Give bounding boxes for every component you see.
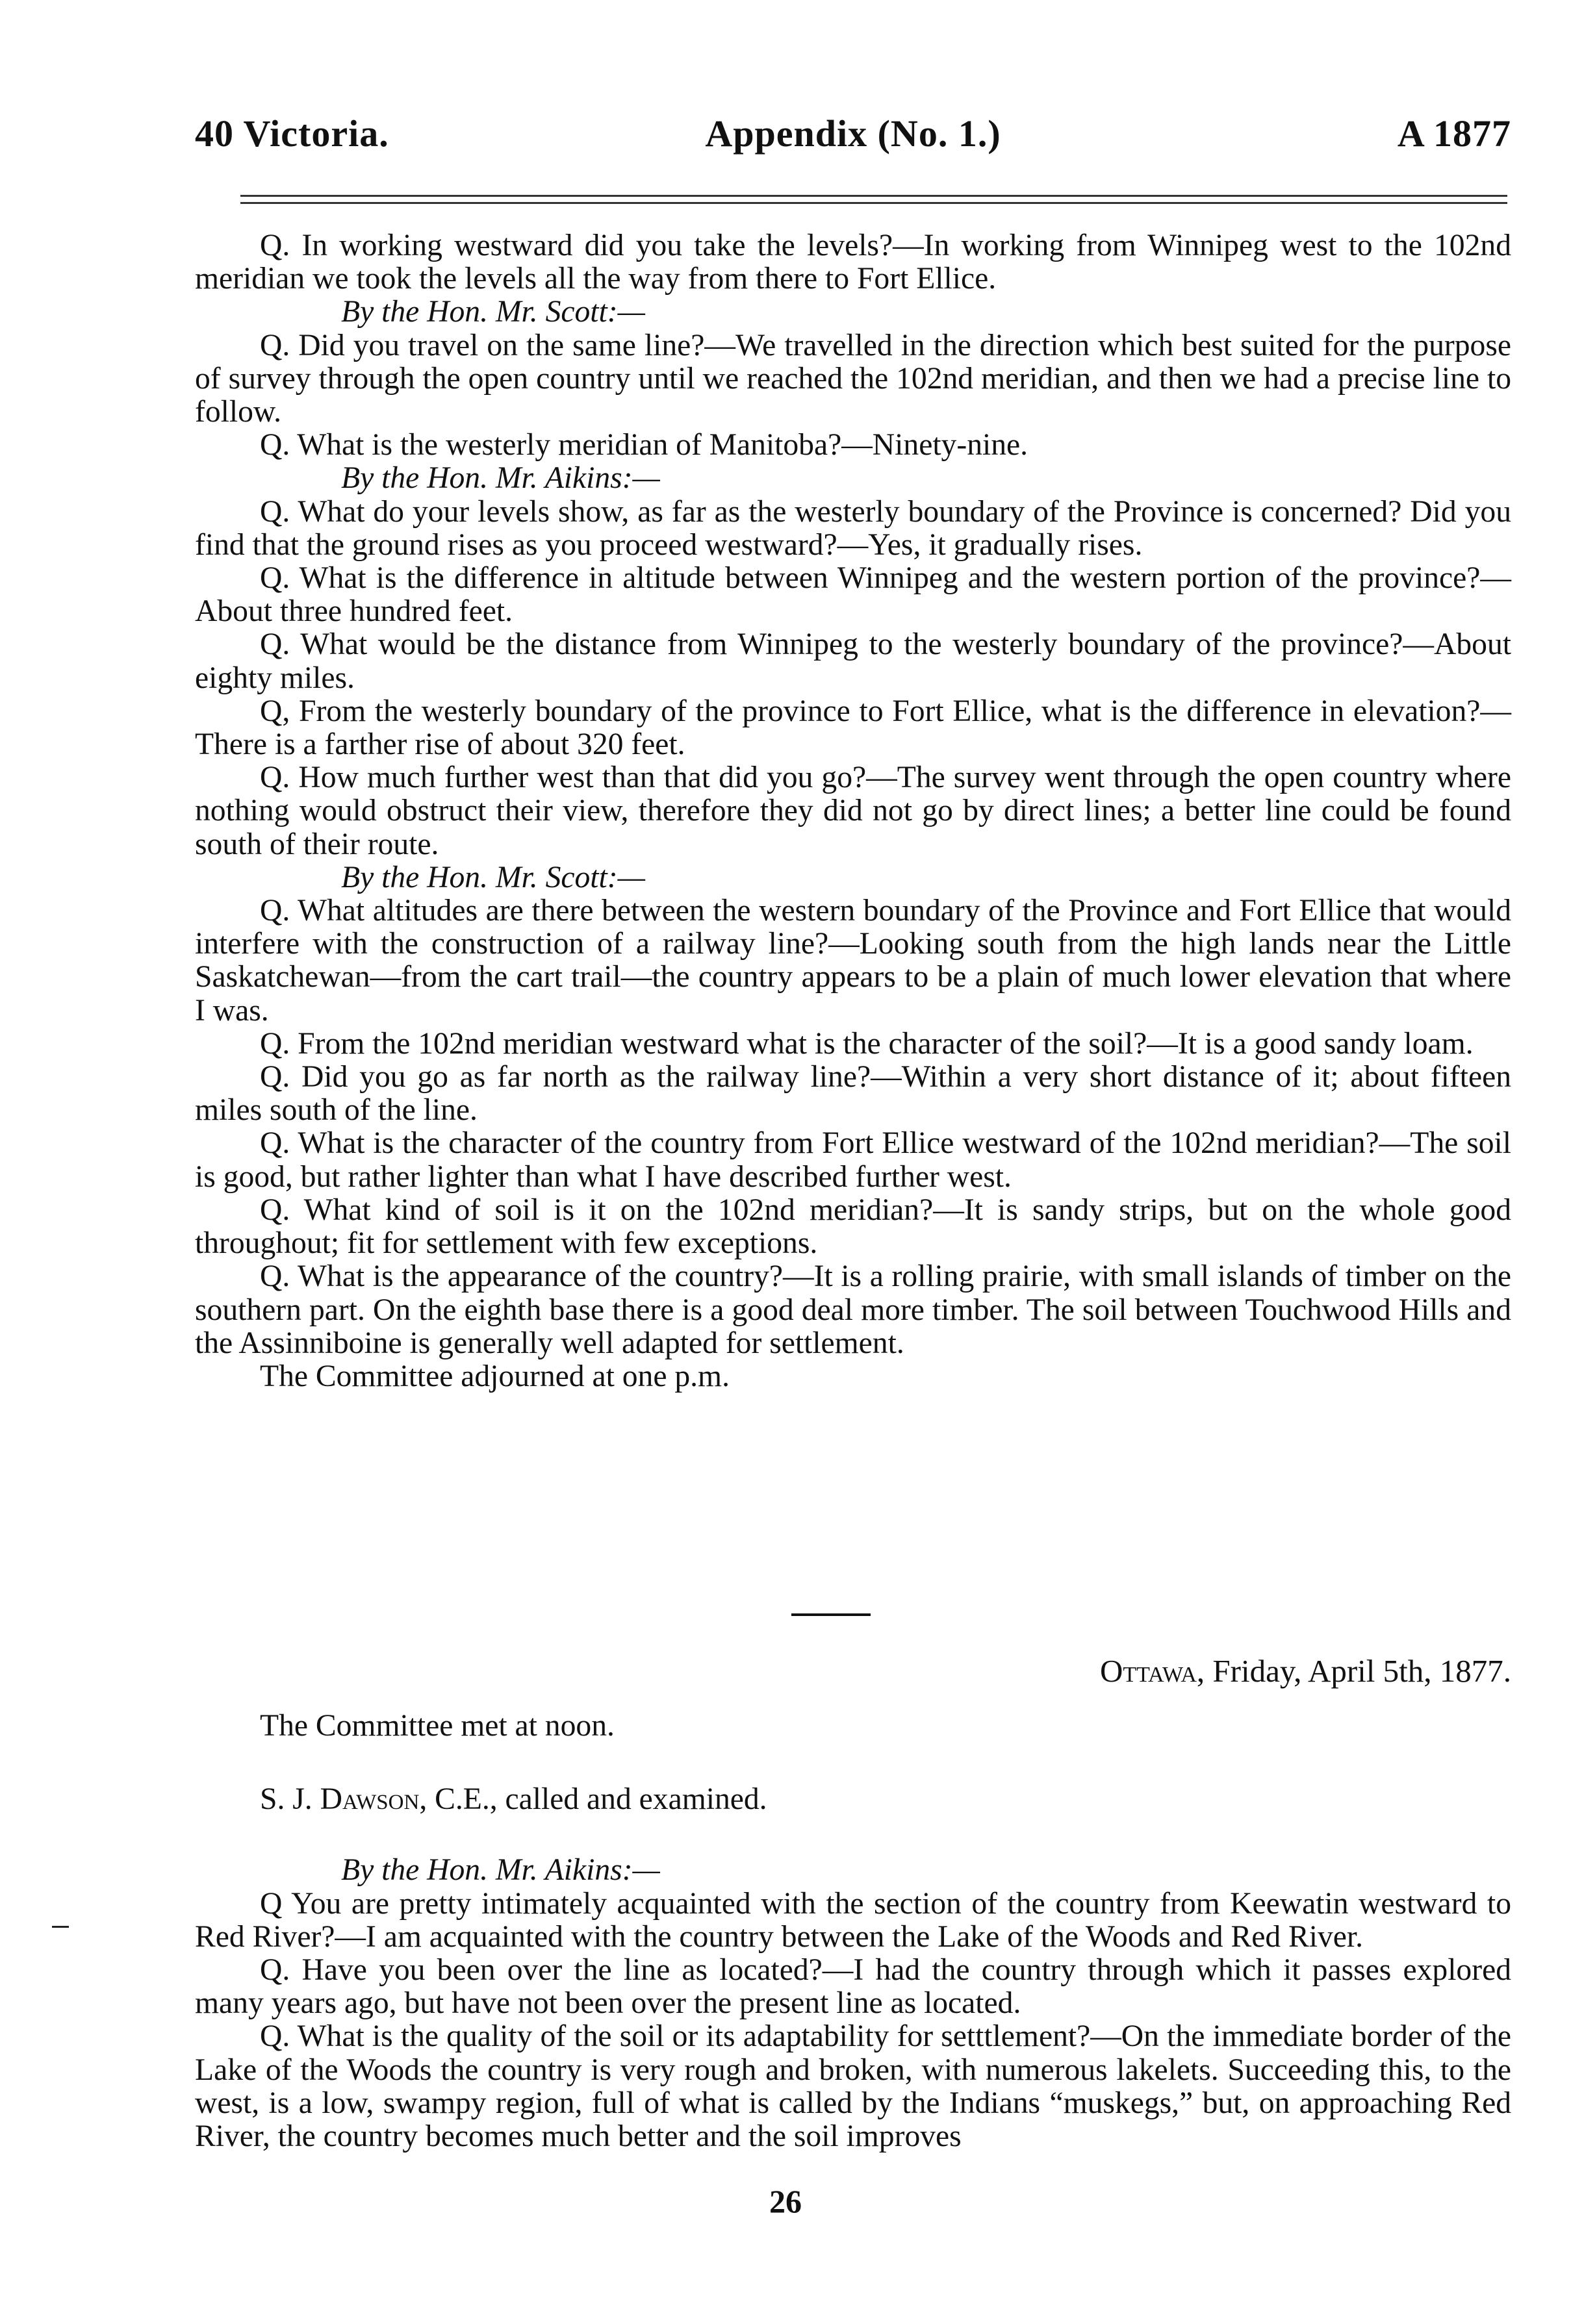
testimony-paragraph: Q. What would be the distance from Winnipeg to the westerly boundary of the province?—About eighty miles. (195, 627, 1511, 695)
witness-name: Dawson (320, 1782, 420, 1817)
dateline-place: Ottawa (1099, 1653, 1197, 1689)
witness-initials: S. J. (260, 1782, 320, 1817)
testimony-paragraph: Q. What altitudes are there between the western boundary of the Province and Fort Ellice that would interfere with the construction of a railway line?—Looking south from the high lands near the Little Saskatchewan—from the cart trail—the country appears to be a plain of much lower elevation that where I was. (195, 894, 1511, 1028)
testimony-paragraph: Q. What is the difference in altitude between Winnipeg and the western portion of the province?—About three hundred feet. (195, 561, 1511, 629)
testimony-paragraph: Q. How much further west than that did you go?—The survey went through the open country where nothing would obstruct their view, therefore they did not go by direct lines; a better line could be found south of their route. (195, 761, 1511, 861)
meeting-note: The Committee met at noon. (260, 1709, 615, 1743)
header-session: 40 Victoria. (195, 112, 389, 155)
testimony-paragraph: Q. What is the appearance of the country?—It is a rolling prairie, with small islands of timber on the southern part. On the eighth base there is a good deal more timber. The soil between Touchwood Hills and the Assinniboine is generally well adapted for settlement. (195, 1259, 1511, 1360)
testimony-paragraph: Q. From the 102nd meridian westward what is the character of the soil?—It is a good sandy loam. (260, 1026, 1474, 1061)
header-rule (240, 195, 1507, 204)
witness-line (195, 1783, 1511, 1816)
running-header (195, 112, 1511, 164)
testimony-paragraph: Q, From the westerly boundary of the province to Fort Ellice, what is the difference in elevation?—There is a farther rise of about 320 feet. (195, 694, 1511, 762)
header-appendix: Appendix (No. 1.) (705, 112, 1001, 155)
testimony-paragraph: Q. Did you travel on the same line?—We travelled in the direction which best suited for the purpose of survey through the open country until we reached the 102nd meridian, and then we had a precise line to follow. (195, 328, 1511, 429)
header-year: A 1877 (1397, 112, 1511, 155)
speaker-heading: By the Hon. Mr. Aikins:— (341, 1853, 660, 1888)
testimony-paragraph: Q You are pretty intimately acquainted with the section of the country from Keewatin westward to Red River?—I am acquainted with the country between the Lake of the Woods and Red River. (195, 1886, 1511, 1954)
speaker-heading: By the Hon. Mr. Aikins:— (341, 461, 660, 496)
testimony-paragraph: Q. In working westward did you take the levels?—In working from Winnipeg west to the 102nd meridian we took the levels all the way from there to Fort Ellice. (195, 229, 1511, 296)
testimony-paragraph: Q. What is the westerly meridian of Manitoba?—Ninety-nine. (260, 428, 1028, 462)
testimony-paragraph: Q. Did you go as far north as the railway line?—Within a very short distance of it; about fifteen miles south of the line. (195, 1060, 1511, 1128)
speaker-heading: By the Hon. Mr. Scott:— (341, 295, 645, 329)
testimony-paragraph: Q. Have you been over the line as located?—I had the country through which it passes explored many years ago, but have not been over the present line as located. (195, 1953, 1511, 2021)
section-separator (791, 1613, 871, 1616)
testimony-paragraph: Q. What do your levels show, as far as the westerly boundary of the Province is concerned? Did you find that the ground rises as you proceed westward?—Yes, it gradually rises. (195, 494, 1511, 562)
dateline-date: , Friday, April 5th, 1877. (1196, 1653, 1511, 1689)
page-number: 26 (769, 2183, 802, 2219)
adjournment-note: The Committee adjourned at one p.m. (260, 1359, 730, 1393)
speaker-heading: By the Hon. Mr. Scott:— (341, 860, 645, 894)
testimony-paragraph: Q. What kind of soil is it on the 102nd meridian?—It is sandy strips, but on the whole good throughout; fit for settlement with few exceptions. (195, 1193, 1511, 1261)
testimony-section-2 (195, 1710, 1511, 2153)
witness-status: , C.E., called and examined. (419, 1782, 767, 1817)
testimony-section-1 (195, 229, 1511, 1393)
dateline (1100, 1652, 1511, 1689)
margin-mark (52, 1926, 69, 1928)
testimony-paragraph: Q. What is the character of the country from Fort Ellice westward of the 102nd meridian?—The soil is good, but rather lighter than what I have described further west. (195, 1126, 1511, 1194)
testimony-paragraph: Q. What is the quality of the soil or its adaptability for setttlement?—On the immediate border of the Lake of the Woods the country is very rough and broken, with numerous lakelets. Succeeding this, to the west, is a low, swampy region, full of what is called by the Indians “muskegs,” but, on approaching Red River, the country becomes much better and the soil improves (195, 2019, 1511, 2154)
